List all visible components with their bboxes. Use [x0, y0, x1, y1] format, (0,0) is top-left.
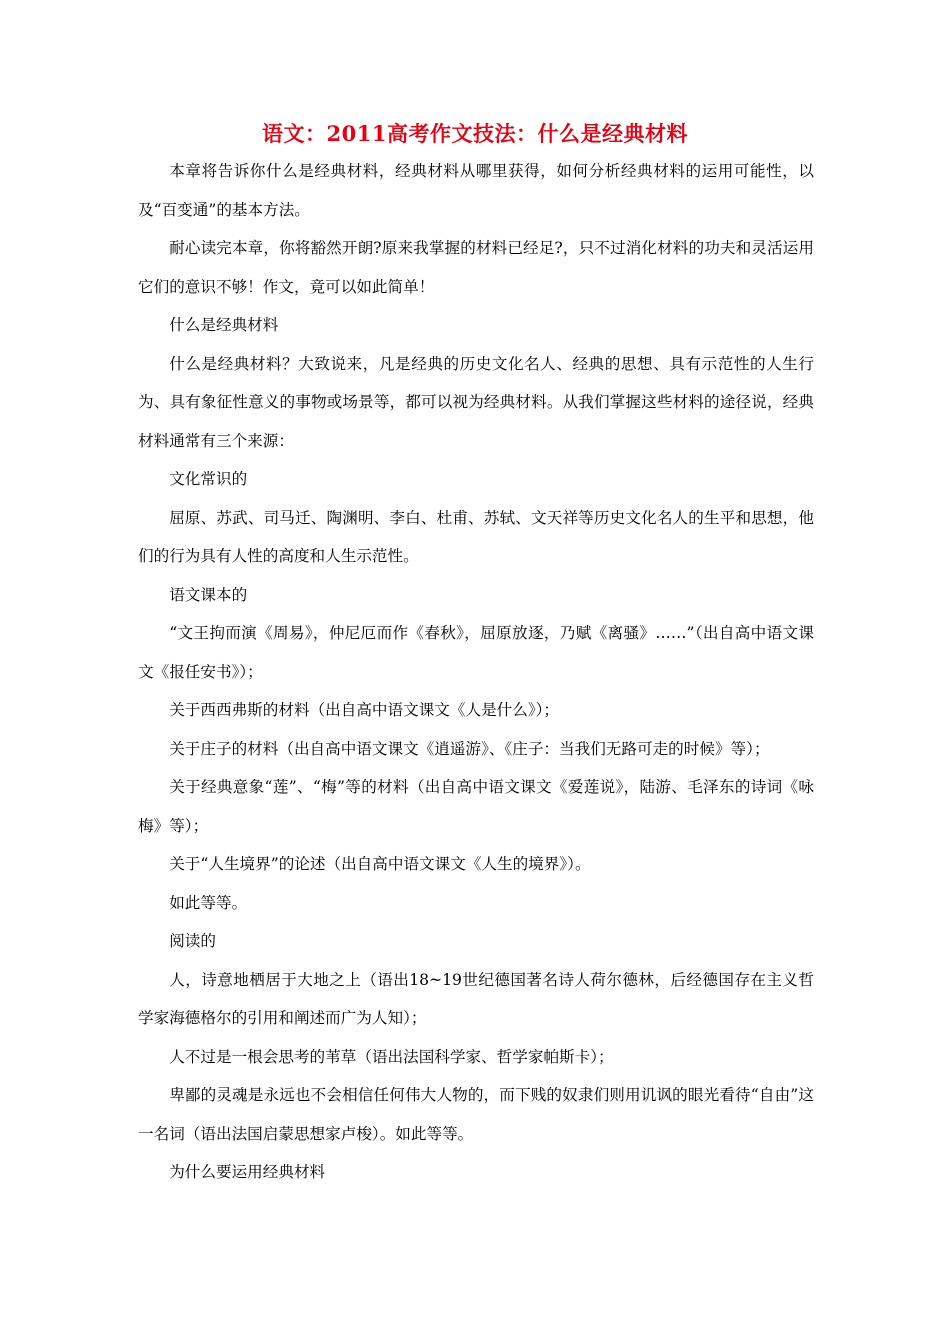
paragraph: 人，诗意地栖居于大地之上（语出18~19世纪德国著名诗人荷尔德林，后经德国存在主义哲学家海德格尔的引用和阐述而广为人知）； [138, 970, 814, 1027]
paragraph: 屈原、苏武、司马迁、陶渊明、李白、杜甫、苏轼、文天祥等历史文化名人的生平和思想，他们的行为具有人性的高度和人生示范性。 [138, 508, 814, 565]
subsection-heading: 语文课本的 [169, 585, 248, 604]
section-heading: 为什么要运用经典材料 [169, 1163, 326, 1181]
paragraph: 本章将告诉你什么是经典材料，经典材料从哪里获得，如何分析经典材料的运用可能性，以及“百变通”的基本方法。 [138, 162, 814, 219]
subsection-heading: 阅读的 [169, 932, 216, 950]
paragraph: 如此等等。 [169, 893, 248, 912]
paragraph: 什么是经典材料？大致说来，凡是经典的历史文化名人、经典的思想、具有示范性的人生行为、具有象征性意义的事物或场景等，都可以视为经典材料。从我们掌握这些材料的途径说，经典材料通常有三个来源： [138, 354, 814, 450]
paragraph: 耐心读完本章，你将豁然开朗?原来我掌握的材料已经足?，只不过消化材料的功夫和灵活运用它们的意识不够！作文，竟可以如此简单！ [138, 239, 814, 296]
paragraph: 人不过是一根会思考的苇草（语出法国科学家、哲学家帕斯卡）； [169, 1047, 614, 1066]
document-title: 语文：2011高考作文技法：什么是经典材料 [262, 121, 688, 146]
subsection-heading: 文化常识的 [169, 470, 248, 488]
paragraph: 关于经典意象“莲”、“梅”等的材料（出自高中语文课文《爱莲说》，陆游、毛泽东的诗词《咏梅》等）； [138, 778, 814, 835]
paragraph: 关于“人生境界”的论述（出自高中语文课文《人生的境界》）。 [169, 855, 591, 873]
paragraph: 关于庄子的材料（出自高中语文课文《逍遥游》、《庄子：当我们无路可走的时候》等）； [169, 739, 770, 758]
document-body [138, 152, 814, 1192]
section-heading: 什么是经典材料 [169, 316, 279, 334]
paragraph: 卑鄙的灵魂是永远也不会相信任何伟大人物的，而下贱的奴隶们则用讥讽的眼光看待“自由”这一名词（语出法国启蒙思想家卢梭）。如此等等。 [138, 1086, 814, 1143]
paragraph: 关于西西弗斯的材料（出自高中语文课文《人是什么》）； [169, 701, 560, 719]
paragraph: “文王拘而演《周易》，仲尼厄而作《春秋》，屈原放逐，乃赋《离骚》……”（出自高中语文课文《报任安书》）； [138, 624, 814, 681]
